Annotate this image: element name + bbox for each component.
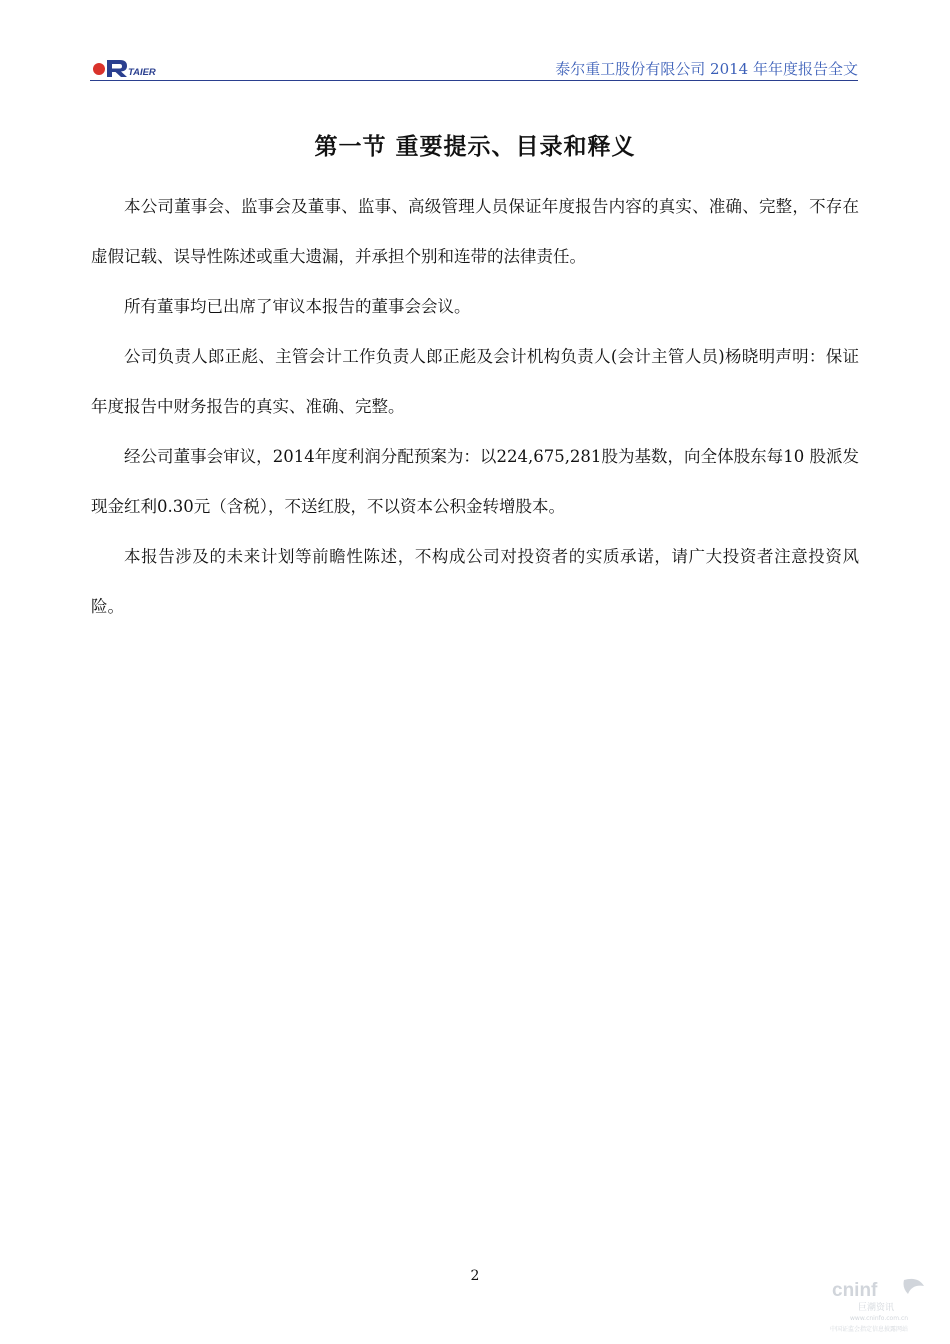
- paragraph-risk-notice: 本报告涉及的未来计划等前瞻性陈述，不构成公司对投资者的实质承诺，请广大投资者注意投资风险。: [91, 547, 859, 616]
- paragraph-board-guarantee: 本公司董事会、监事会及董事、监事、高级管理人员保证年度报告内容的真实、准确、完整，不存在虚假记载、误导性陈述或重大遗漏，并承担个别和连带的法律责任。: [91, 197, 859, 266]
- page-number: 2: [470, 1268, 480, 1284]
- page-header: [90, 52, 858, 81]
- watermark-brand: cninf: [832, 1280, 878, 1301]
- logo-text: TAIER: [128, 67, 156, 78]
- paragraph-responsible-persons: 公司负责人郎正彪、主管会计工作负责人郎正彪及会计机构负责人(会计主管人员)杨晓明声明：保证年度报告中财务报告的真实、准确、完整。: [91, 347, 859, 416]
- watermark-url: www.cninfo.com.cn: [850, 1315, 909, 1322]
- paragraph-attendance: 所有董事均已出席了审议本报告的董事会会议。: [124, 297, 471, 316]
- document-body: [91, 182, 859, 632]
- cninfo-watermark: [828, 1274, 938, 1336]
- page-title: 第一节 重要提示、目录和释义: [314, 134, 636, 160]
- watermark-cn-name: 巨潮资讯: [858, 1303, 895, 1313]
- paragraph-profit-distribution: 经公司董事会审议，2014年度利润分配预案为：以224,675,281股为基数，向全体股东每10 股派发现金红利0.30元（含税），不送红股，不以资本公积金转增股本。: [91, 447, 859, 516]
- company-logo: [90, 56, 160, 78]
- header-title: 泰尔重工股份有限公司 2014 年年度报告全文: [555, 60, 858, 78]
- cninfo-swirl-icon: [904, 1279, 925, 1294]
- watermark-tagline: 中国证监会指定信息披露网站: [830, 1326, 909, 1333]
